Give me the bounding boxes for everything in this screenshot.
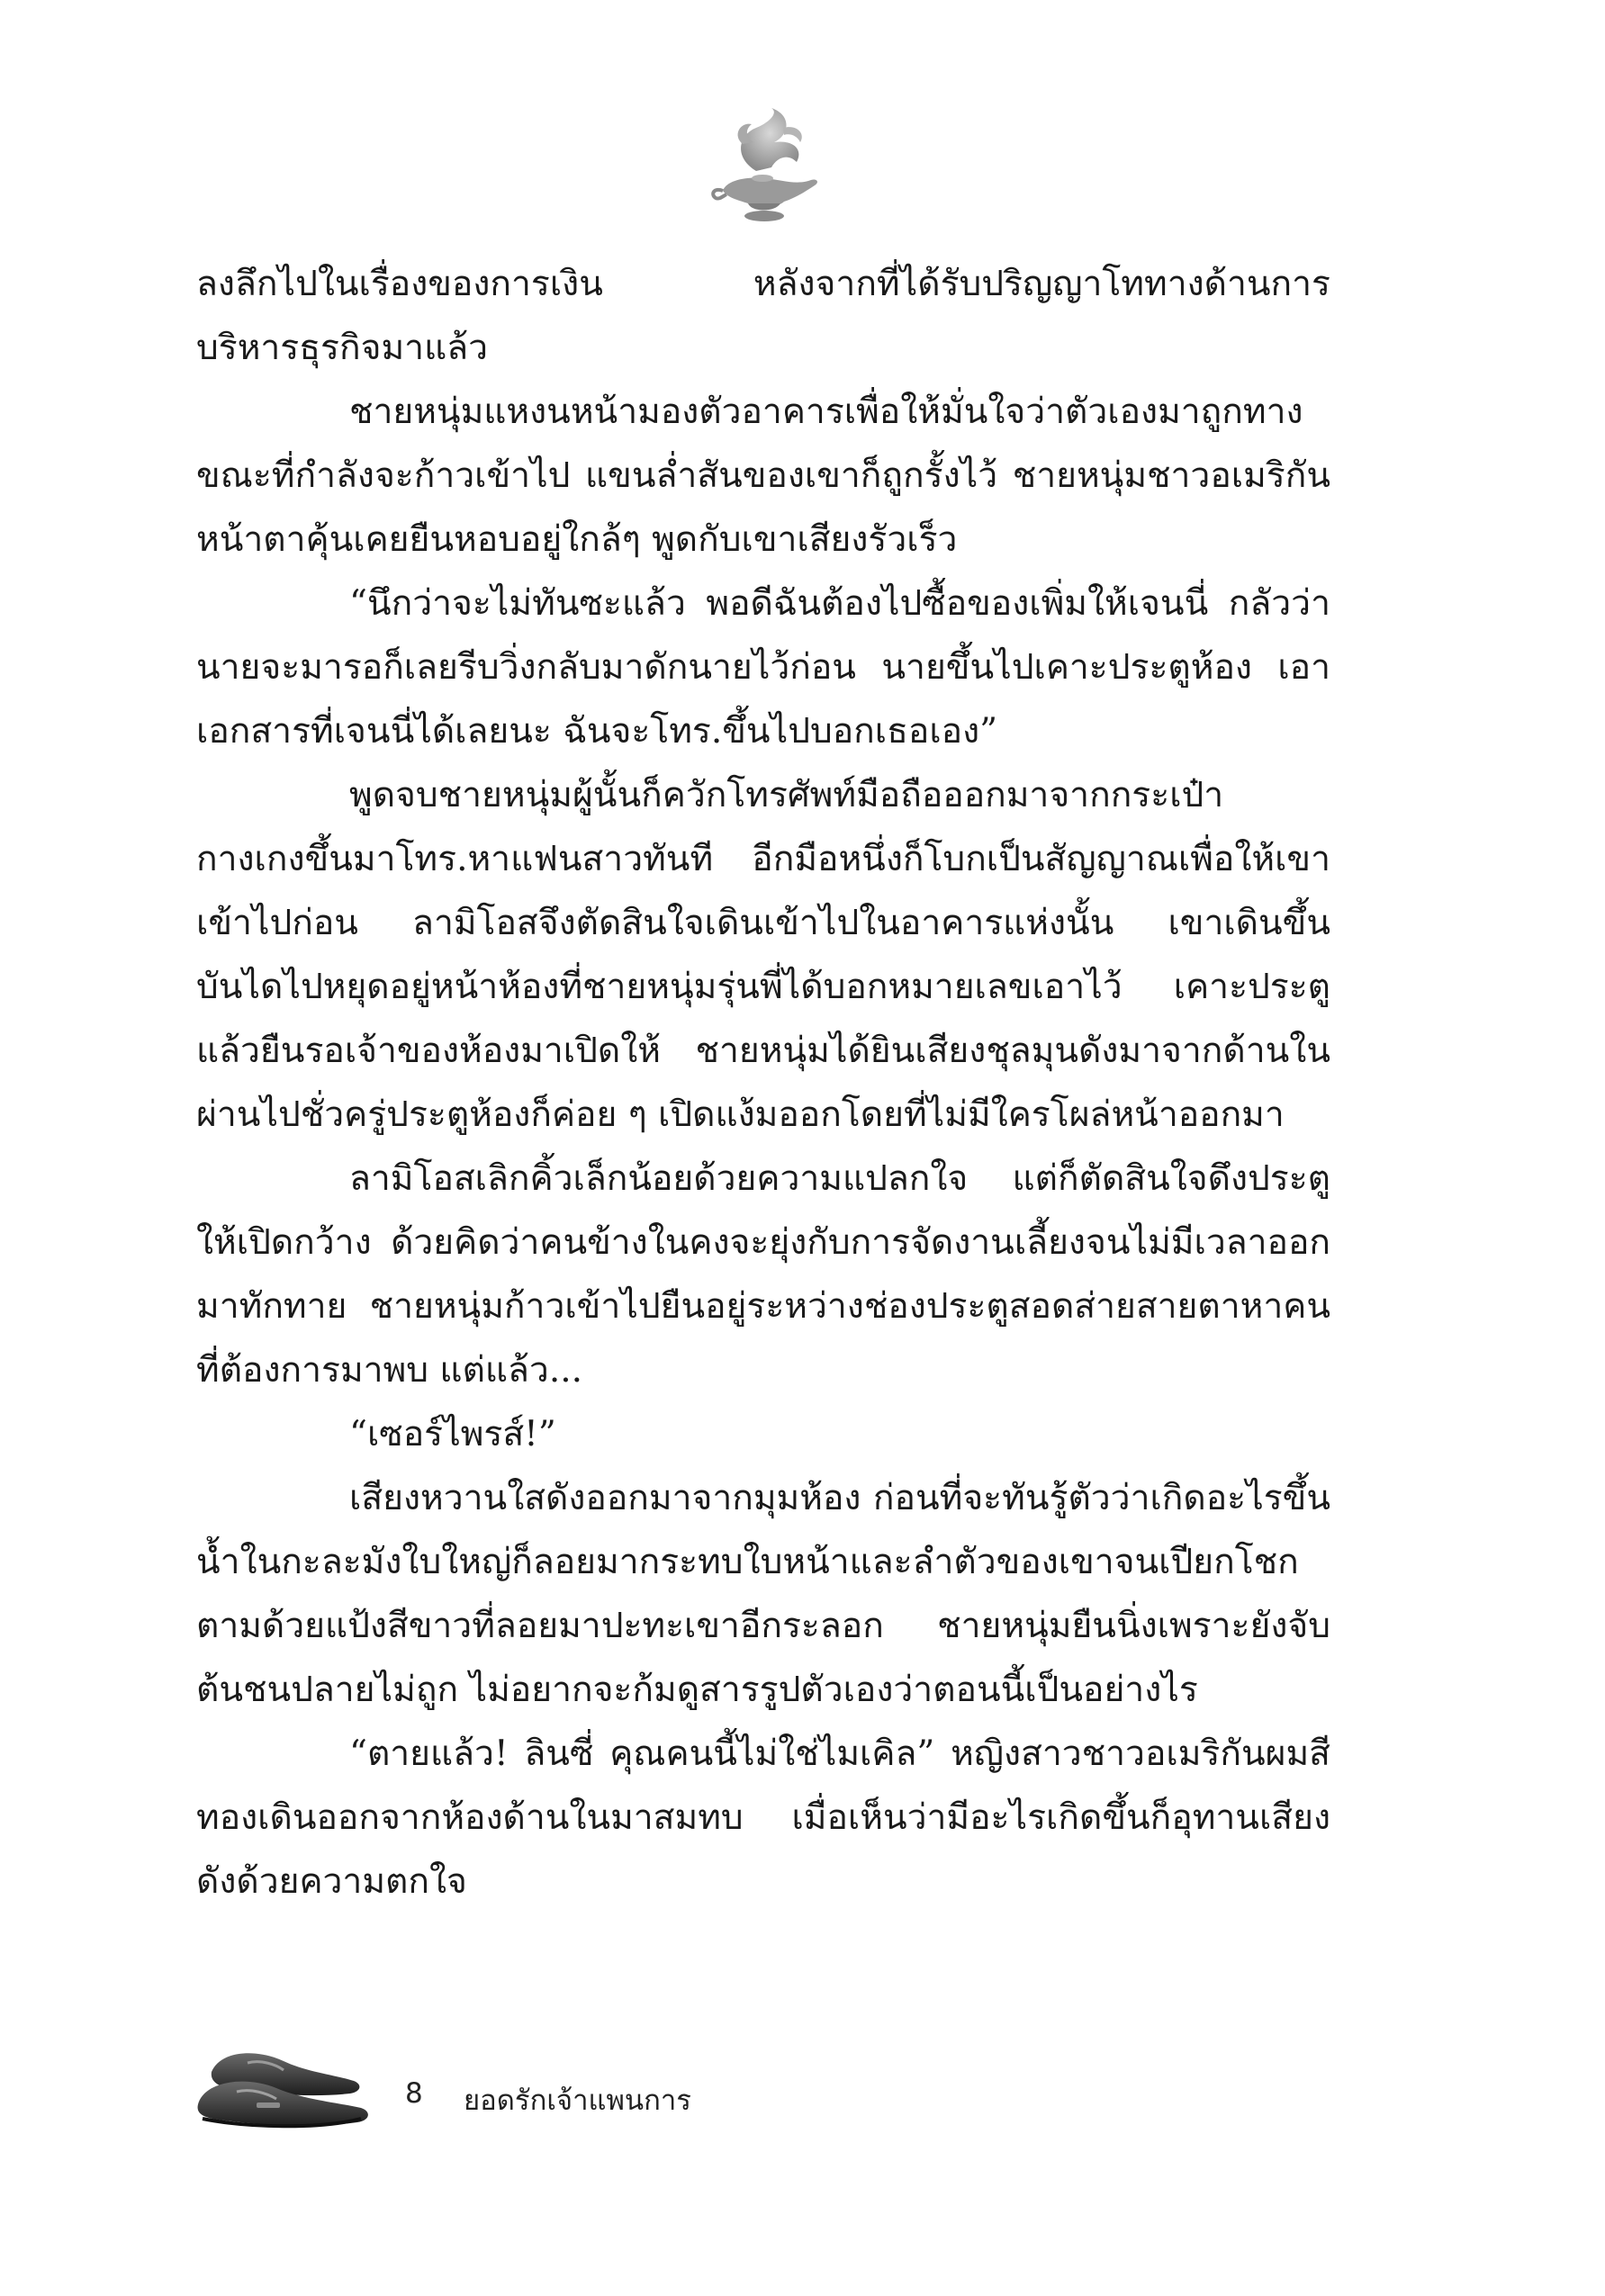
paragraph: พูดจบชายหนุ่มผู้นั้นก็ควักโทรศัพท์มือถือออกมาจากกระเป๋ากางเกงขึ้นมาโทร.หาแฟนสาวทันที อีกมือหนึ่งก็โบกเป็นสัญญาณเพื่อให้เขาเข้าไปก่อน ลามิโอสจึงตัดสินใจเดินเข้าไปในอาคารแห่งนั้น เขาเดินขึ้นบันไดไปหยุดอยู่หน้าห้องที่ชายหนุ่มรุ่นพี่ได้บอกหมายเลขเอาไว้ เคาะประตูแล้วยืนรอเจ้าของห้องมาเปิดให้ ชายหนุ่มได้ยินเสียงชุลมุนดังมาจากด้านใน ผ่านไปชั่วครู่ประตูห้องก็ค่อย ๆ เปิดแง้มออกโดยที่ไม่มีใครโผล่หน้าออกมา <box>196 775 1330 1135</box>
paragraph: “นึกว่าจะไม่ทันซะแล้ว พอดีฉันต้องไปซื้อของเพิ่มให้เจนนี่ กลัวว่านายจะมารอก็เลยรีบวิ่งกลับมาดักนายไว้ก่อน นายขึ้นไปเคาะประตูห้อง เอาเอกสารที่เจนนี่ได้เลยนะ ฉันจะโทร.ขึ้นไปบอกเธอเอง” <box>196 583 1330 752</box>
page-number: 8 <box>405 2077 423 2110</box>
paragraph: “ตายแล้ว! ลินซี่ คุณคนนี้ไม่ใช่ไมเคิล” หญิงสาวชาวอเมริกันผมสีทองเดินออกจากห้องด้านในมาสมทบ เมื่อเห็นว่ามีอะไรเกิดขึ้นก็อุทานเสียงดังด้วยความตกใจ <box>196 1733 1330 1902</box>
paragraph: ลงลึกไปในเรื่องของการเงิน หลังจากที่ได้รับปริญญาโททางด้านการบริหารธุรกิจมาแล้ว <box>196 264 1330 368</box>
paragraph: ลามิโอสเลิกคิ้วเล็กน้อยด้วยความแปลกใจ แต่ก็ตัดสินใจดึงประตูให้เปิดกว้าง ด้วยคิดว่าคนข้างในคงจะยุ่งกับการจัดงานเลี้ยงจนไม่มีเวลาออกมาทักทาย ชายหนุ่มก้าวเข้าไปยืนอยู่ระหว่างช่องประตูสอดส่ายสายตาหาคนที่ต้องการมาพบ แต่แล้ว... <box>196 1158 1330 1391</box>
paragraph: เสียงหวานใสดังออกมาจากมุมห้อง ก่อนที่จะทันรู้ตัวว่าเกิดอะไรขึ้น น้ำในกะละมังใบใหญ่ก็ลอยมากระทบใบหน้าและลำตัวของเขาจนเปียกโชก ตามด้วยแป้งสีขาวที่ลอยมาปะทะเขาอีกระลอก ชายหนุ่มยืนนิ่งเพราะยังจับต้นชนปลายไม่ถูก ไม่อยากจะก้มดูสารรูปตัวเองว่าตอนนี้เป็นอย่างไร <box>196 1478 1330 1710</box>
page-footer <box>194 2025 1004 2142</box>
genie-lamp-icon <box>707 108 824 230</box>
shoes-icon <box>194 2025 374 2142</box>
body-text <box>196 252 1330 1913</box>
paragraph: “เซอร์ไพรส์!” <box>349 1414 556 1454</box>
book-title: ยอดรักเจ้าแพนการ <box>464 2084 691 2117</box>
paragraph: ชายหนุ่มแหงนหน้ามองตัวอาคารเพื่อให้มั่นใจว่าตัวเองมาถูกทาง ขณะที่กำลังจะก้าวเข้าไป แขนล่ำสันของเขาก็ถูกรั้งไว้ ชายหนุ่มชาวอเมริกันหน้าตาคุ้นเคยยืนหอบอยู่ใกล้ๆ พูดกับเขาเสียงรัวเร็ว <box>196 392 1330 560</box>
